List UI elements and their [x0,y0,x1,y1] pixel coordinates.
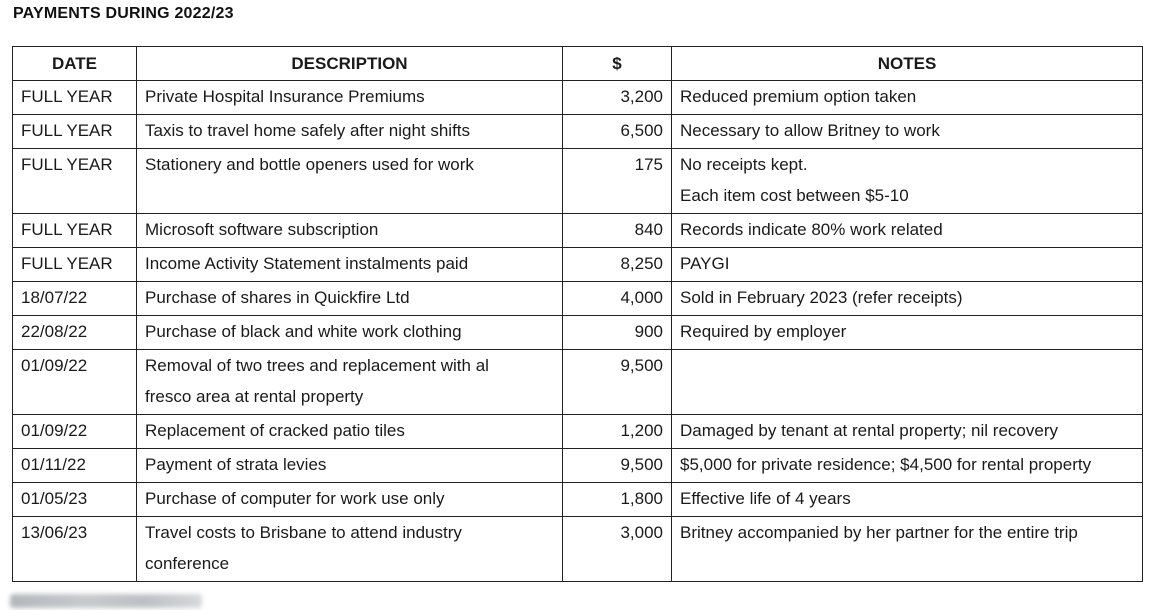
table-row [13,214,1143,248]
table-row [13,115,1143,149]
cell-notes [672,350,1143,415]
column-header-date: DATE [13,47,137,81]
cell-description [137,449,563,483]
cell-description [137,248,563,282]
cell-amount: 8,250 [563,248,672,282]
table-header-row [13,47,1143,81]
table-row [13,449,1143,483]
cell-date: 01/11/22 [13,449,137,483]
cell-description [137,316,563,350]
notes-line: Effective life of 4 years [680,489,851,508]
description-line: conference [145,554,230,573]
cell-date: 01/09/22 [13,350,137,415]
notes-line: PAYGI [680,254,730,273]
notes-line: Records indicate 80% work related [680,220,943,239]
cell-date: 22/08/22 [13,316,137,350]
cell-date: 01/09/22 [13,415,137,449]
column-header-description: DESCRIPTION [137,47,563,81]
cell-notes [672,81,1143,115]
cell-notes [672,149,1143,214]
table-row [13,350,1143,415]
column-header-amount: $ [563,47,672,81]
description-line: Purchase of computer for work use only [145,489,445,508]
cell-amount: 840 [563,214,672,248]
cell-description [137,483,563,517]
cell-date: 01/05/23 [13,483,137,517]
table-row [13,81,1143,115]
notes-line: No receipts kept. [680,155,808,174]
notes-line: Damaged by tenant at rental property; nil recovery [680,421,1058,440]
description-line: fresco area at rental property [145,387,364,406]
cell-date: FULL YEAR [13,248,137,282]
page-title: PAYMENTS DURING 2022/23 [13,5,234,22]
notes-line: Reduced premium option taken [680,87,917,106]
column-header-notes: NOTES [672,47,1143,81]
cell-amount: 3,200 [563,81,672,115]
description-line: Payment of strata levies [145,455,327,474]
cell-description [137,415,563,449]
cell-description [137,149,563,214]
notes-line: Necessary to allow Britney to work [680,121,940,140]
cell-amount: 9,500 [563,350,672,415]
cell-notes [672,517,1143,582]
description-line: Taxis to travel home safely after night shifts [145,121,471,140]
cell-notes [672,316,1143,350]
cell-amount: 3,000 [563,517,672,582]
cell-amount: 4,000 [563,282,672,316]
cell-description [137,214,563,248]
cell-description [137,282,563,316]
cell-notes [672,248,1143,282]
description-line: Removal of two trees and replacement with al [145,356,489,375]
description-line: Microsoft software subscription [145,220,379,239]
cell-date: FULL YEAR [13,81,137,115]
cell-notes [672,214,1143,248]
description-line: Travel costs to Brisbane to attend industry [145,523,462,542]
cell-notes [672,449,1143,483]
cell-amount: 1,200 [563,415,672,449]
cell-amount: 6,500 [563,115,672,149]
cell-description [137,517,563,582]
cell-description [137,115,563,149]
notes-line: Required by employer [680,322,847,341]
cell-description [137,81,563,115]
cell-description [137,350,563,415]
cell-amount: 175 [563,149,672,214]
cell-date: 18/07/22 [13,282,137,316]
cell-amount: 9,500 [563,449,672,483]
description-line: Replacement of cracked patio tiles [145,421,405,440]
cell-notes [672,282,1143,316]
table-row [13,316,1143,350]
table-row [13,149,1143,214]
description-line: Stationery and bottle openers used for work [145,155,474,174]
cell-date: FULL YEAR [13,115,137,149]
table-row [13,248,1143,282]
notes-line: $5,000 for private residence; $4,500 for rental property [680,455,1092,474]
cell-date: FULL YEAR [13,149,137,214]
cell-amount: 900 [563,316,672,350]
table-row [13,483,1143,517]
table-row [13,282,1143,316]
description-line: Private Hospital Insurance Premiums [145,87,425,106]
cell-amount: 1,800 [563,483,672,517]
cell-notes [672,115,1143,149]
description-line: Purchase of black and white work clothing [145,322,462,341]
cell-notes [672,415,1143,449]
cell-date: FULL YEAR [13,214,137,248]
description-line: Income Activity Statement instalments paid [145,254,469,273]
description-line: Purchase of shares in Quickfire Ltd [145,288,410,307]
cell-notes [672,483,1143,517]
notes-line: Each item cost between $5-10 [680,186,909,205]
notes-line: Britney accompanied by her partner for the entire trip [680,523,1078,542]
table-row [13,517,1143,582]
notes-line: Sold in February 2023 (refer receipts) [680,288,963,307]
payments-table [12,46,1143,582]
table-row [13,415,1143,449]
cell-date: 13/06/23 [13,517,137,582]
blurred-footer-text [10,594,202,608]
